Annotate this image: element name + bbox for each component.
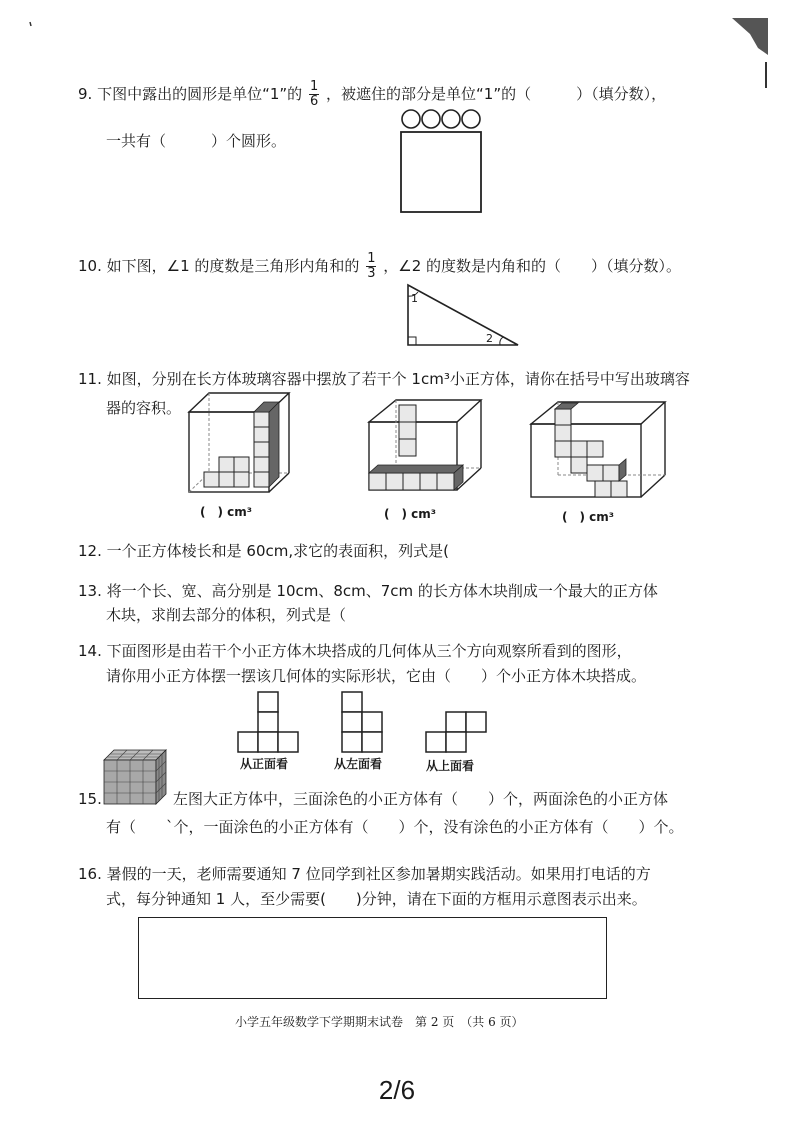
question-11 xyxy=(78,369,690,389)
glass-container-2 xyxy=(366,395,486,495)
question-15-line2: 有（ `个，一面涂色的小正方体有（ ）个，没有涂色的小正方体有（ ）个。 xyxy=(106,818,684,836)
question-text: 一个正方体棱长和是 60cm,求它的表面积，列式是( xyxy=(106,542,449,560)
question-text: 下面图形是由若干个小正方体木块搭成的几何体从三个方向观察所看到的图形， xyxy=(106,642,632,660)
front-view-figure xyxy=(236,690,306,750)
question-number: 14. xyxy=(78,642,102,660)
question-text: 暑假的一天，老师需要通知 7 位同学到社区参加暑期实践活动。如果用打电话的方 xyxy=(106,865,651,883)
question-14 xyxy=(78,641,632,661)
question-9-line2: 一共有（ ）个圆形。 xyxy=(106,132,287,150)
question-15-number: 15. xyxy=(78,790,102,808)
question-14-line2: 请你用小正方体摆一摆该几何体的实际形状，它由（ ）个小正方体木块搭成。 xyxy=(106,667,647,685)
page-indicator: 2/6 xyxy=(378,1075,416,1105)
glass-container-3 xyxy=(528,397,668,497)
container-3-caption: ( ) cm³ xyxy=(562,510,615,524)
question-text: 下图中露出的圆形是单位“1”的 xyxy=(97,85,303,103)
container-1-caption: ( ) cm³ xyxy=(200,505,253,519)
question-number: 11. xyxy=(78,370,102,388)
question-10 xyxy=(78,252,681,281)
left-view-label: 从左面看 xyxy=(334,757,383,771)
question-text: 如下图，∠1 的度数是三角形内角和的 xyxy=(106,257,360,275)
question-number: 9. xyxy=(78,85,93,103)
glass-container-1 xyxy=(186,390,296,500)
question-13-line2: 木块，求削去部分的体积，列式是（ xyxy=(106,606,347,624)
question-number: 13. xyxy=(78,582,102,600)
question-13 xyxy=(78,581,658,601)
angle-label-2: 2 xyxy=(486,332,493,345)
question-number: 10. xyxy=(78,257,102,275)
top-view-label: 从上面看 xyxy=(426,759,475,773)
right-triangle-figure xyxy=(400,280,530,350)
left-view-figure xyxy=(340,690,390,760)
top-view-figure xyxy=(424,710,494,760)
question-16-line2: 式，每分钟通知 1 人，至少需要( )分钟，请在下面的方框用示意图表示出来。 xyxy=(106,890,647,908)
painted-cube-figure xyxy=(100,746,170,808)
page-footer: 小学五年级数学下学期期末试卷 第 2 页 （共 6 页） xyxy=(235,1015,524,1029)
question-number: 12. xyxy=(78,542,102,560)
question-number: 16. xyxy=(78,865,102,883)
question-16 xyxy=(78,864,651,884)
question-9 xyxy=(78,80,666,109)
front-view-label: 从正面看 xyxy=(240,757,289,771)
fraction: $\frac{1}{3}$ xyxy=(367,251,376,281)
angle-label-1: 1 xyxy=(411,292,418,305)
question-12 xyxy=(78,541,449,561)
container-2-caption: ( ) cm³ xyxy=(384,507,437,521)
question-text: ，被遮住的部分是单位“1”的（ ）（填分数）， xyxy=(326,85,667,103)
question-text: 将一个长、宽、高分别是 10cm、8cm、7cm 的长方体木块削成一个最大的正方体 xyxy=(106,582,658,600)
circles-square-figure xyxy=(396,106,496,216)
question-text: ，∠2 的度数是内角和的（ ）（填分数）。 xyxy=(383,257,682,275)
question-15: 左图大正方体中，三面涂色的小正方体有（ ）个，两面涂色的小正方体 xyxy=(173,790,669,808)
question-11-line2: 器的容积。 xyxy=(106,399,182,417)
question-text: 如图，分别在长方体玻璃容器中摆放了若干个 1cm³小正方体，请你在括号中写出玻璃容 xyxy=(106,370,690,388)
fraction: $\frac{1}{6}$ xyxy=(309,79,319,109)
answer-box[interactable] xyxy=(138,917,607,999)
